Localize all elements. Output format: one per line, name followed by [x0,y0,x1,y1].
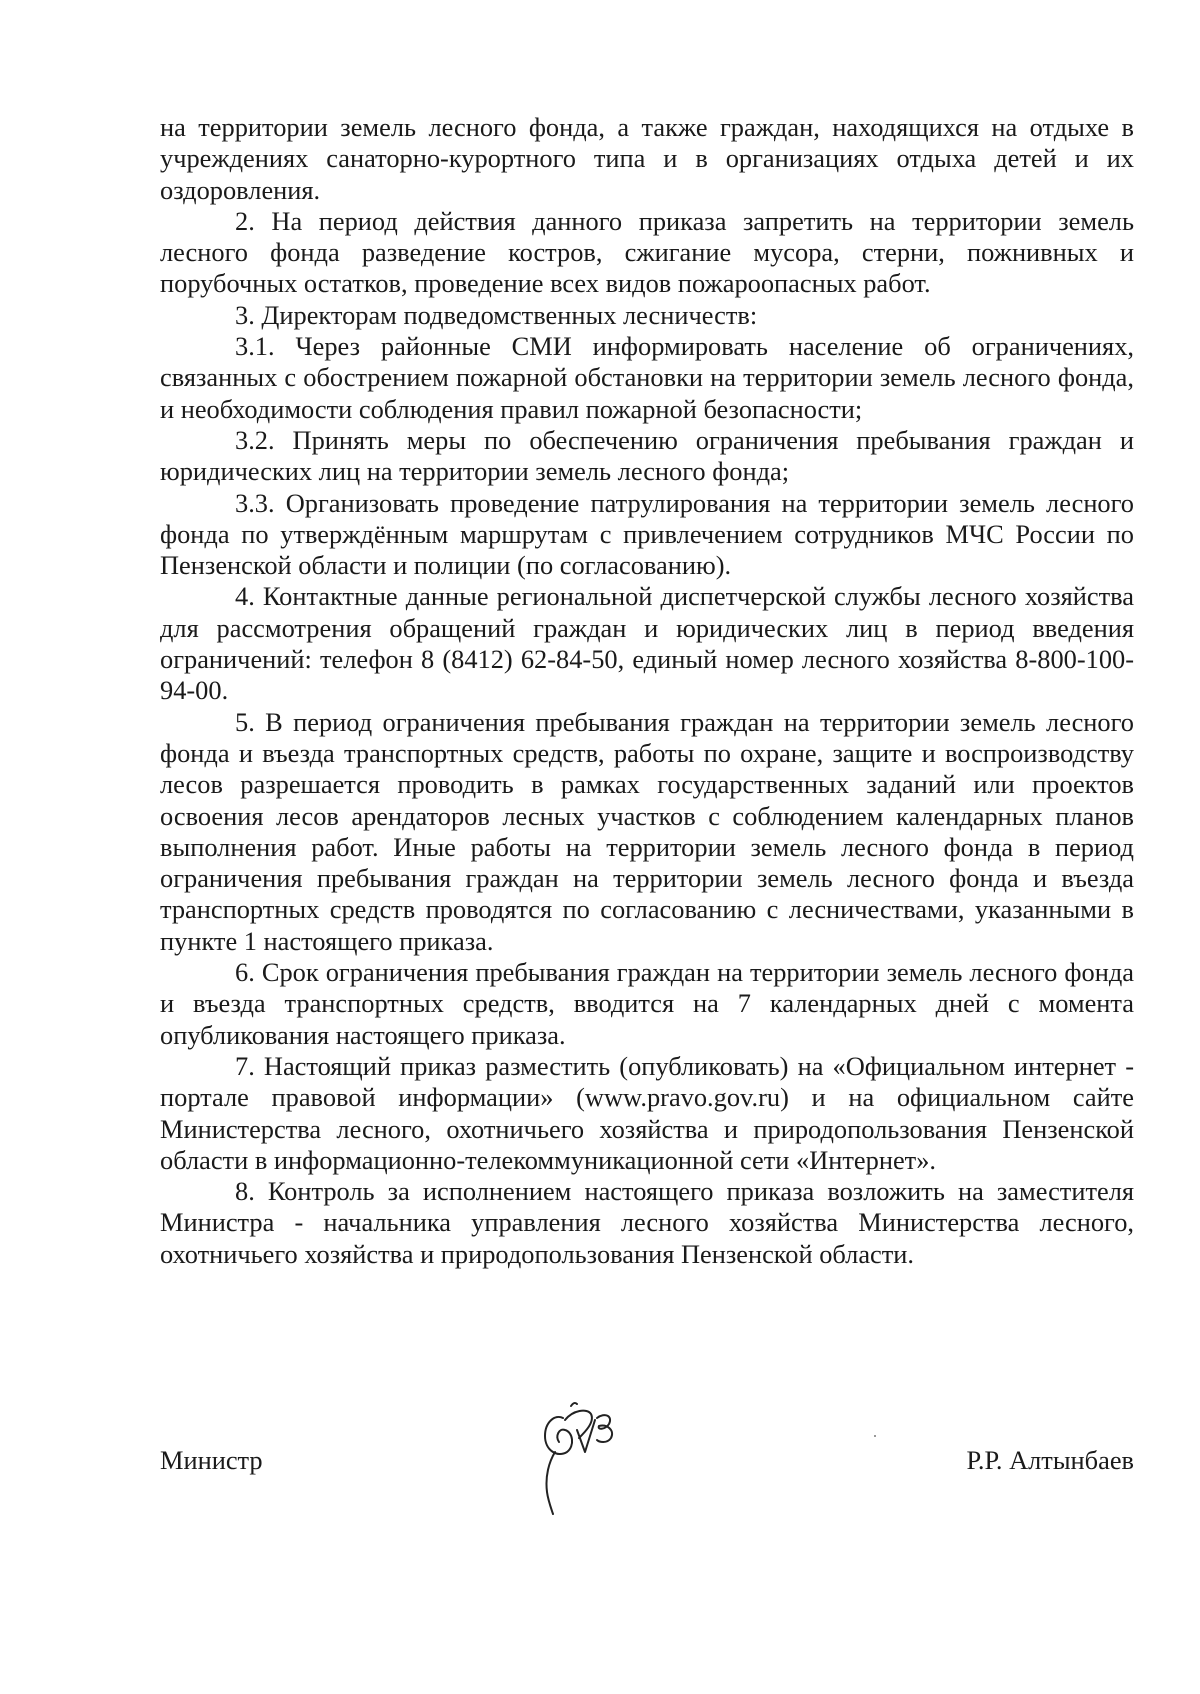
paragraph-item-3-1: 3.1. Через районные СМИ информировать население об ограничениях, связанных с обострением пожарной обстановки на территории земель лесного фонда, и необходимости соблюдения правил пожарной безопасности; [160,331,1134,424]
paragraph-item-3-2: 3.2. Принять меры по обеспечению ограничения пребывания граждан и юридических лиц на территории земель лесного фонда; [160,424,1134,487]
paragraph-item-6: 6. Срок ограничения пребывания граждан на территории земель лесного фонда и въезда транспортных средств, вводится на 7 календарных дней с момента опубликования настоящего приказа. [160,957,1134,1050]
signer-name: Р.Р. Алтынбаев [966,1445,1134,1475]
handwritten-signature [515,1400,625,1515]
signer-title: Министр [160,1445,263,1475]
paragraph-item-3: 3. Директорам подведомственных лесничеств: [235,299,758,330]
paragraph-item-8: 8. Контроль за исполнением настоящего приказа возложить на заместителя Министра - начальника управления лесного хозяйства Министерства лесного, охотничьего хозяйства и природопользования Пензенской области. [160,1176,1134,1269]
paragraph-item-5: 5. В период ограничения пребывания граждан на территории земель лесного фонда и въезда транспортных средств, работы по охране, защите и воспроизводству лесов разрешается проводить в рамках государственных заданий или проектов освоения лесов арендаторов лесных участков с соблюдением календарных планов выполнения работ. Иные работы на территории земель лесного фонда в период ограничения пребывания граждан на территории земель лесного фонда и въезда транспортных средств проводятся по согласованию с лесничествами, указанными в пункте 1 настоящего приказа. [160,706,1134,956]
document-body [160,112,1134,1270]
signature-block [160,1400,1134,1520]
paragraph-item-7: 7. Настоящий приказ разместить (опубликовать) на «Официальном интернет - портале правовой информации» (www.pravo.gov.ru) и на официальном сайте Министерства лесного, охотничьего хозяйства и природопользования Пензенской области в информационно-телекоммуникационной сети «Интернет». [160,1050,1134,1175]
scan-speck [874,1435,876,1437]
paragraph-item-3-3: 3.3. Организовать проведение патрулирования на территории земель лесного фонда по утверждённым маршрутам с привлечением сотрудников МЧС России по Пензенской области и полиции (по согласованию). [160,487,1134,581]
paragraph-continuation: на территории земель лесного фонда, а также граждан, находящихся на отдыхе в учреждениях санаторно-курортного типа и в организациях отдыха детей и их оздоровления. [160,112,1134,205]
paragraph-item-4: 4. Контактные данные региональной диспетчерской службы лесного хозяйства для рассмотрения обращений граждан и юридических лиц в период введения ограничений: телефон 8 (8412) 62-84-50, единый номер лесного хозяйства 8-800-100-94-00. [160,581,1134,706]
paragraph-item-2: 2. На период действия данного приказа запретить на территории земель лесного фонда разведение костров, сжигание мусора, стерни, пожнивных и порубочных остатков, проведение всех видов пожароопасных работ. [160,205,1134,299]
